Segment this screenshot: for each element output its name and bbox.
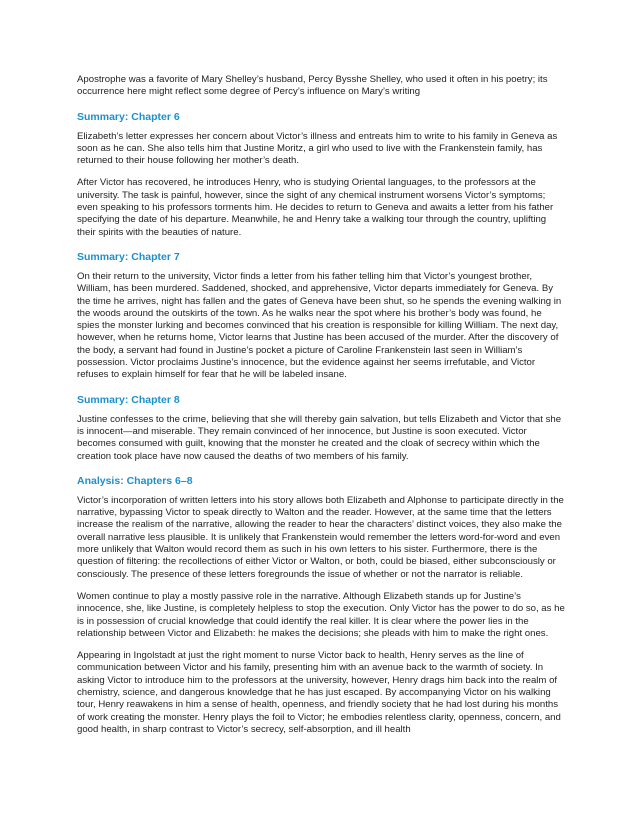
analysis-paragraph-2: Women continue to play a mostly passive role in the narrative. Although Elizabeth stands up for Justine’s innocence, she, like Justine, is completely helpless to stop the execution. Only Victor has the power to do so, as he is in possession of crucial knowledge that could identify the real killer. It is clear where the power lies in the relationship between Victor and Elizabeth: he makes the decisions; she pleads with him to make the right ones. (77, 590, 565, 639)
document-page (77, 74, 565, 746)
section-heading-chapter-7: Summary: Chapter 7 (77, 250, 180, 263)
section-heading-chapter-8: Summary: Chapter 8 (77, 393, 180, 406)
chapter-6-paragraph-2: After Victor has recovered, he introduces Henry, who is studying Oriental languages, to the professors at the university. The task is painful, however, since the sight of any chemical instrument worsens Victor’s symptoms; even speaking to his professors torments him. He decides to return to Geneva and awaits a letter from his father specifying the date of his departure. Meanwhile, he and Henry take a walking tour through the country, uplifting their spirits with the beauties of nature. (77, 177, 554, 238)
chapter-8-paragraph-1: Justine confesses to the crime, believing that she will thereby gain salvation, but tells Elizabeth and Victor that she is innocent—and miserable. They remain convinced of her innocence, but Justine is soon executed. Victor becomes consumed with guilt, knowing that the monster he created and the cloak of secrecy within which the creation took place have now caused the deaths of two members of his family. (77, 413, 562, 462)
analysis-paragraph-3: Appearing in Ingolstadt at just the right moment to nurse Victor back to health, Henry serves as the line of communication between Victor and his family, presenting him with an avenue back to the warmth of society. In asking Victor to introduce him to the professors at the university, however, Henry drags him back into the realm of chemistry, science, and dangerous knowledge that he has just escaped. By accompanying Victor on his walking tour, Henry reawakens in him a sense of health, openness, and friendly society that he had lost during his months of work creating the monster. Henry plays the foil to Victor; he embodies relentless clarity, openness, concern, and good health, in sharp contrast to Victor’s secrecy, self-absorption, and ill health (77, 650, 561, 735)
chapter-6-paragraph-1: Elizabeth’s letter expresses her concern about Victor’s illness and entreats him to write to his family in Geneva as soon as he can. She also tells him that Justine Moritz, a girl who used to live with the Frankenstein family, has returned to their house following her mother’s death. (77, 130, 558, 167)
analysis-paragraph-1: Victor’s incorporation of written letters into his story allows both Elizabeth and Alphonse to participate directly in the narrative, bypassing Victor to speak directly to Walton and the reader. However, at the same time that the letters increase the realism of the narrative, allowing the reader to hear the characters’ distinct voices, they also make the overall narrative less plausible. It is unlikely that Frankenstein would remember the letters word-for-word and even more unlikely that Walton would record them as such in his own letters to his sister. Furthermore, there is the question of filtering: the recollections of either Victor or Walton, or both, could be biased, either subconsciously or consciously. The presence of these letters foregrounds the issue of whether or not the narrator is reliable. (77, 494, 564, 580)
section-heading-chapter-6: Summary: Chapter 6 (77, 110, 180, 123)
section-heading-analysis: Analysis: Chapters 6–8 (77, 474, 193, 487)
intro-paragraph: Apostrophe was a favorite of Mary Shelley’s husband, Percy Bysshe Shelley, who used it often in his poetry; its occurrence here might reflect some degree of Percy’s influence on Mary’s writing (77, 74, 548, 98)
chapter-7-paragraph-1: On their return to the university, Victor finds a letter from his father telling him that Victor’s youngest brother, William, has been murdered. Saddened, shocked, and apprehensive, Victor departs immediately for Geneva. By the time he arrives, night has fallen and the gates of Geneva have been shut, so he spends the evening walking in the woods around the outskirts of the town. As he walks near the spot where his brother’s body was found, he spies the monster lurking and becomes convinced that his creation is responsible for killing William. The next day, however, when he returns home, Victor learns that Justine has been accused of the murder. After the discovery of the body, a servant had found in Justine’s pocket a picture of Caroline Frankenstein last seen in William’s possession. Victor proclaims Justine’s innocence, but the evidence against her seems irrefutable, and Victor refuses to explain himself for fear that he will be labeled insane. (77, 270, 562, 381)
